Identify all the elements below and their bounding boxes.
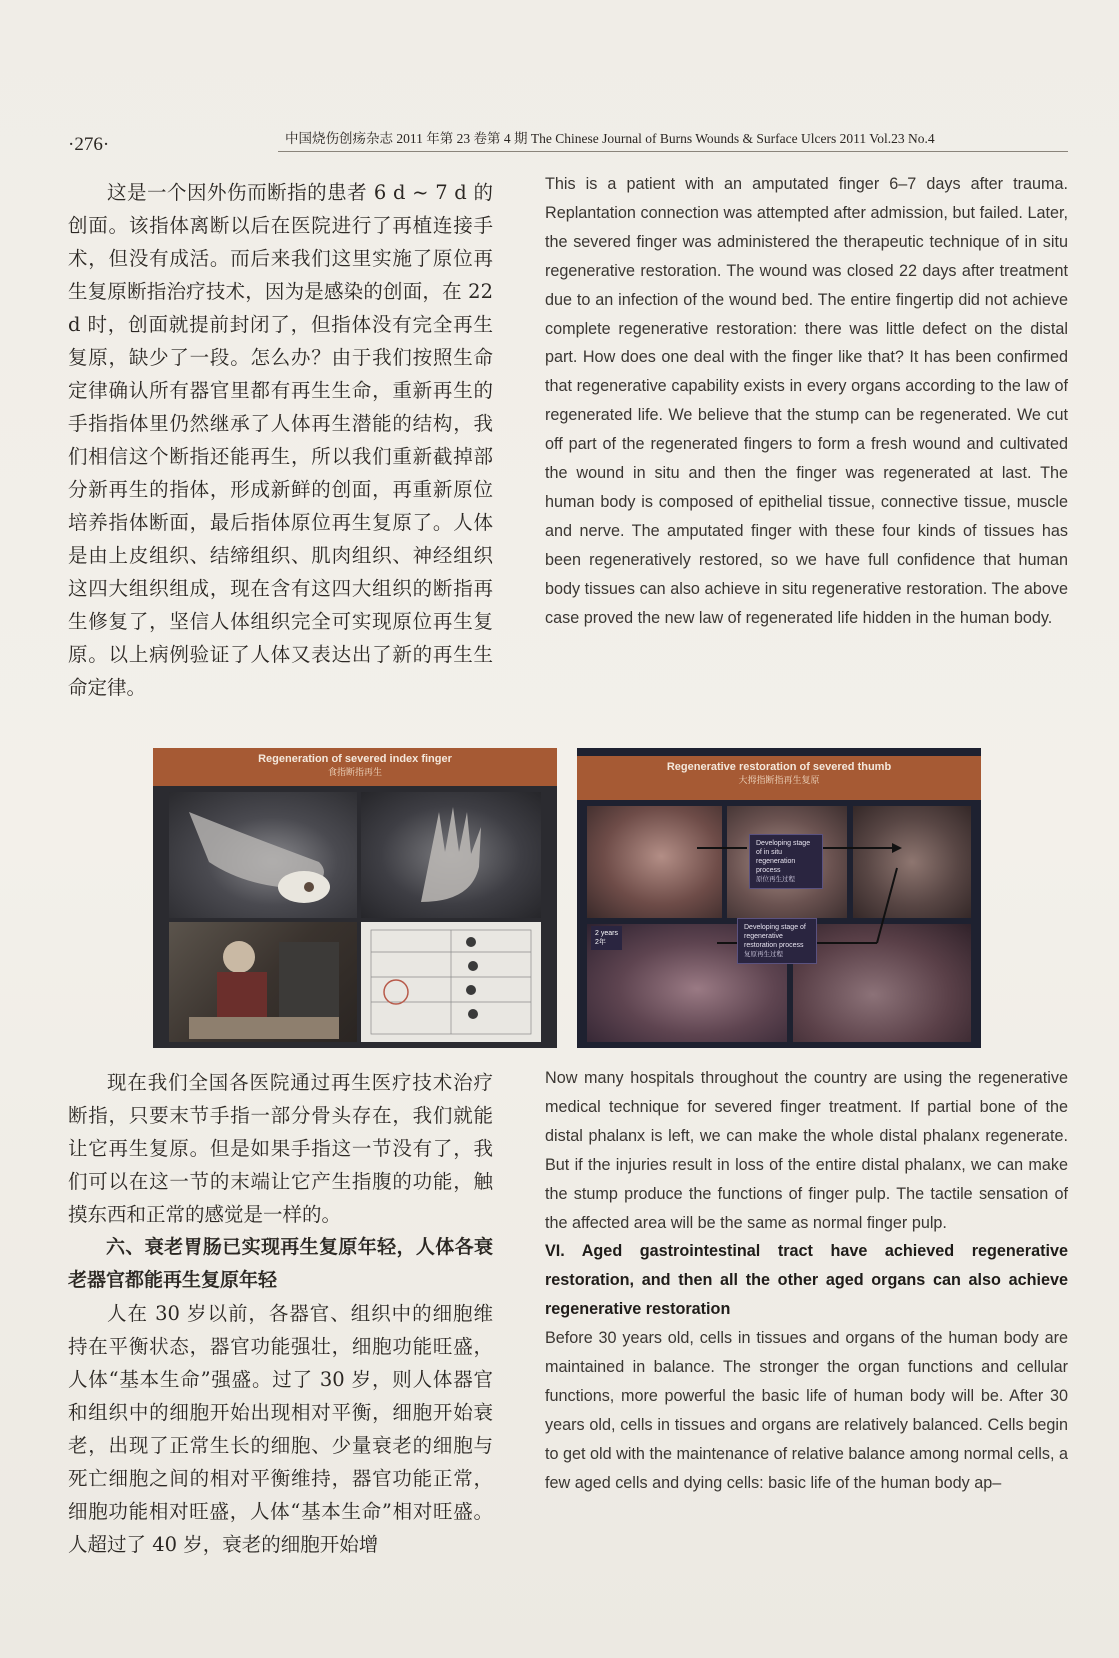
photo-hand-regenerated — [361, 792, 541, 918]
en-paragraph-aging: Before 30 years old, cells in tissues and organs of the human body are maintained in balance. The stronger the organ functions and cellular functions, more powerful the basic life of human body will be. After 30 years old, cells in tissues and organs are relatively balanced. Cells begin to get old with the maintenance of relative balance among normal cells, a few aged cells and dying cells: basic life of the human body ap– — [545, 1329, 1068, 1492]
year-tag-zh: 2年 — [595, 939, 606, 946]
figure-index-finger — [153, 748, 557, 1048]
badge-in-situ-stage — [749, 834, 823, 889]
badge-restoration-stage-en: Developing stage of regenerative restoration process — [744, 924, 806, 949]
figure-banner — [153, 748, 557, 786]
zh-paragraph-case: 这是一个因外伤而断指的患者 6 d ~ 7 d 的创面。该指体离断以后在医院进行了再植连接手术，但没有成活。而后来我们这里实施了原位再生复原断指治疗技术，因为是感染的创面，在 22 d 时，创面就提前封闭了，但指体没有完全再生复原，缺少了一段。怎么办？由于我们按照生命定律确认所有器官里都有再生生命，重新再生的手指指体里仍然继承了人体再生潜能的结构，我们相信这个断指还能再生，所以我们重新截掉部分新再生的指体，形成新鲜的创面，再重新原位培养指体断面，最后指体原位再生复原了。人体是由上皮组织、结缔组织、肌肉组织、神经组织这四大组织组成，现在含有这四大组织的断指再生修复了，坚信人体组织完全可实现原位再生复原。以上病例验证了人体又表达出了新的再生生命定律。 — [68, 181, 493, 699]
arrow-overlay — [577, 748, 981, 1048]
photo-hand-with-wound — [169, 792, 357, 918]
page-number: ·276· — [68, 134, 110, 155]
badge-in-situ-stage-en: Developing stage of in situ regeneration process — [756, 840, 811, 874]
zh-column-bottom — [68, 1066, 493, 1561]
figure-title-en: Regenerative restoration of severed thumb — [666, 761, 892, 773]
zh-column-top — [68, 176, 493, 704]
en-section-heading: VI. Aged gastrointestinal tract have achieved regenerative restoration, and then all the other aged organs can also achieve regenerative restoration — [545, 1242, 1068, 1319]
figure-thumb — [577, 748, 981, 1048]
en-paragraph-case: This is a patient with an amputated finger 6–7 days after trauma. Replantation connection was attempted after admission, but failed. Later, the severed finger was administered the therapeutic technique of in situ regenerative restoration. The wound was closed 22 days after treatment due to an infection of the wound bed. The entire fingertip did not achieve complete regenerative restoration: there was little defect on the distal part. How does one deal with the finger like that? It has been confirmed that regenerative capability exists in every organs according to the law of regenerated life. We believe that the stump can be regenerated. We cut off part of the regenerated fingers to form a fresh wound and cultivated the wound in situ and then the finger was regenerated at last. The human body is composed of epithelial tissue, connective tissue, muscle and nerve. The amputated finger with these four kinds of tissues has been regeneratively restored, so we have full confidence that human body tissues can also achieve in situ regenerative restoration. The above case proved the new law of regenerated life hidden in the human body. — [545, 175, 1068, 627]
year-tag — [591, 926, 622, 950]
photo-treatment-scene — [169, 922, 357, 1042]
en-column-bottom — [545, 1064, 1068, 1498]
en-paragraph-finger-treatment: Now many hospitals throughout the country are using the regenerative medical technique for severed finger treatment. If partial bone of the distal phalanx is left, we can make the whole distal phalanx regenerate. But if the injuries result in loss of the entire distal phalanx, we can make the stump produce the functions of finger pulp. The tactile sensation of the affected area will be the same as normal finger pulp. — [545, 1069, 1068, 1232]
en-column-top — [545, 170, 1068, 633]
figure-title-zh: 大拇指断指再生复原 — [738, 775, 820, 785]
badge-in-situ-stage-zh: 原位再生过程 — [756, 876, 795, 883]
header-rule — [278, 151, 1068, 152]
figure-title-en: Regeneration of severed index finger — [258, 753, 452, 765]
photo-medical-record — [361, 922, 541, 1042]
figure-title-zh: 食指断指再生 — [327, 767, 382, 777]
running-head: 中国烧伤创疡杂志 2011 年第 23 卷第 4 期 The Chinese Journal of Burns Wounds & Surface Ulcers 2011 Vol.23 No.4 — [285, 131, 935, 146]
year-tag-en: 2 years — [595, 930, 618, 937]
badge-restoration-stage-zh: 复原再生过程 — [744, 951, 783, 958]
zh-paragraph-aging: 人在 30 岁以前，各器官、组织中的细胞维持在平衡状态，器官功能强壮，细胞功能旺盛，人体“基本生命”强盛。过了 30 岁，则人体器官和组织中的细胞开始出现相对平衡，细胞开始衰老，出现了正常生长的细胞、少量衰老的细胞与死亡细胞之间的相对平衡维持，器官功能正常，细胞功能相对旺盛，人体“基本生命”相对旺盛。人超过了 40 岁，衰老的细胞开始增 — [68, 1302, 493, 1556]
badge-restoration-stage — [737, 918, 817, 964]
zh-paragraph-finger-treatment: 现在我们全国各医院通过再生医疗技术治疗断指，只要末节手指一部分骨头存在，我们就能让它再生复原。但是如果手指这一节没有了，我们可以在这一节的末端让它产生指腹的功能，触摸东西和正常的感觉是一样的。 — [68, 1071, 493, 1226]
zh-section-heading: 六、衰老胃肠已实现再生复原年轻，人体各衰老器官都能再生复原年轻 — [68, 1236, 493, 1291]
